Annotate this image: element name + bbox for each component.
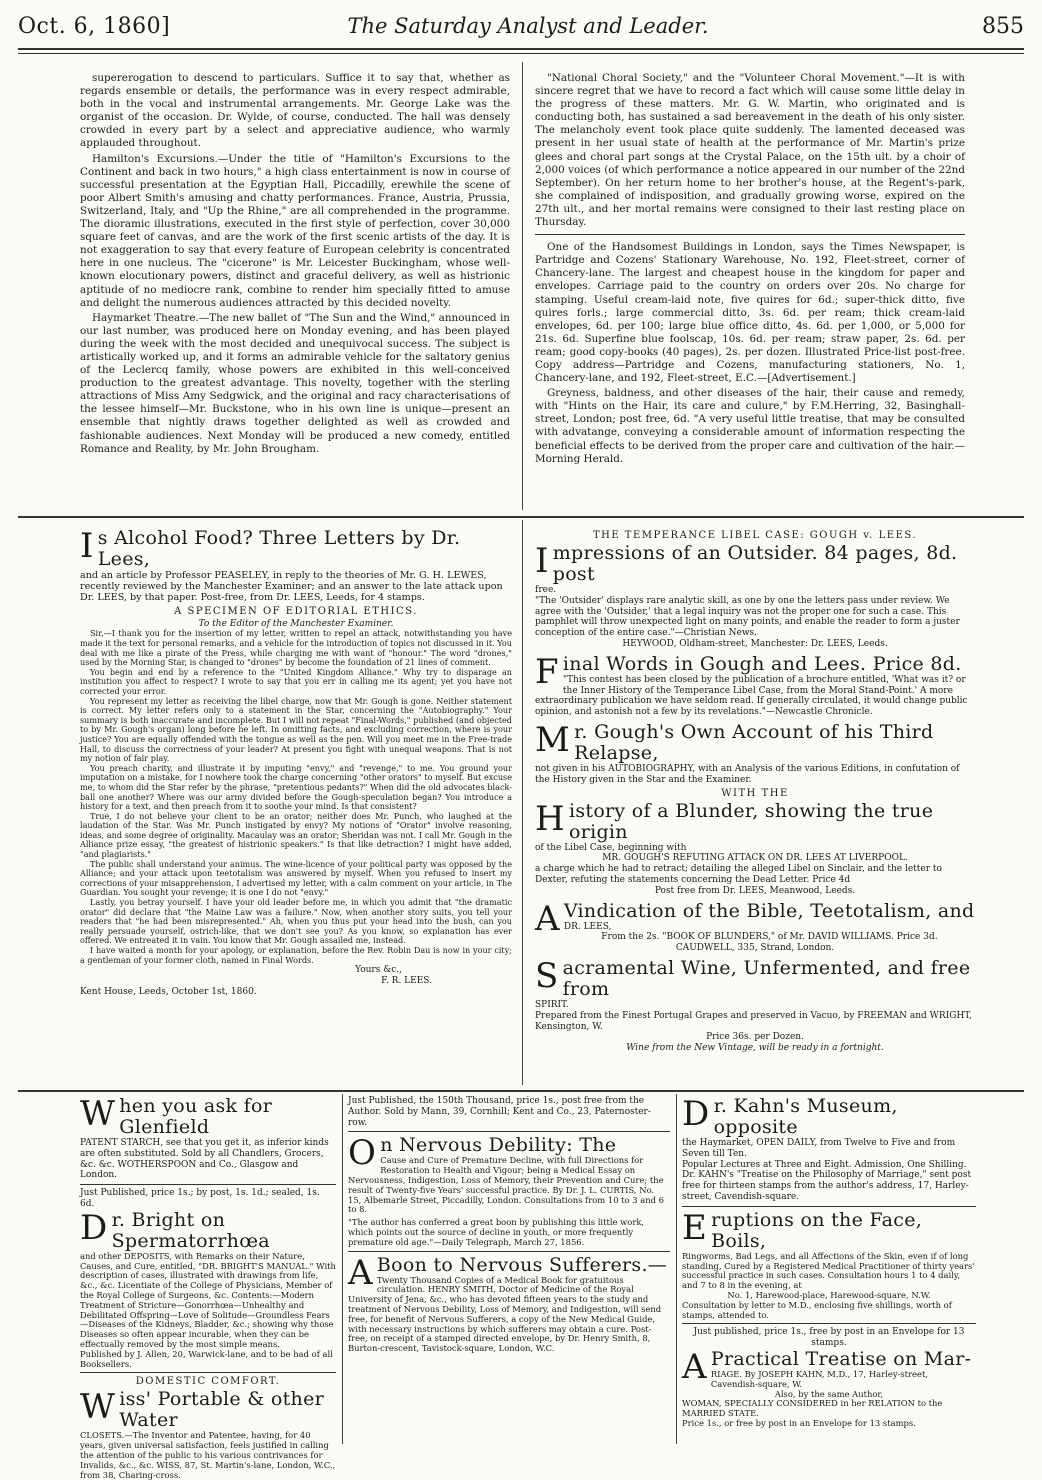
ad-publisher: Published by J. Allen, 20, Warwick-lane, and to be had of all Booksellers. [80, 1348, 333, 1369]
ad-title-text: Vindication of the Bible, Teetotalism, and [563, 899, 975, 922]
ad-text: From the 2s. "BOOK OF BLUNDERS," of Mr. DAVID WILLIAMS. Price 3d. [601, 932, 938, 943]
ad-quote: "The 'Outsider' displays rare analytic skill, as one by one the letters pass under review. We agree with the 'Outsider,' that a legal inquiry was not the proper one for such a case. This pamphlet will throw unexpected light on many points, and enable the reader to form a juster conception of the entire case."—Christian News. [535, 595, 960, 639]
practical-treatise-ad [682, 1327, 976, 1428]
libel-case-heading: THE TEMPERANCE LIBEL CASE: GOUGH v. LEES. [592, 530, 918, 541]
ad-title [348, 1252, 670, 1293]
header-rule [18, 48, 1024, 50]
drop-cap: A [682, 1346, 707, 1387]
ad-line: free. [535, 585, 557, 595]
ad-text: WOMAN, SPECIALLY CONSIDERED in her RELATION to the MARRIED STATE. [682, 1398, 943, 1419]
ad-title [535, 543, 975, 585]
ad-title-text: inal Words in Gough and Lees. Price 8d. [562, 652, 962, 675]
letter-body [80, 629, 512, 965]
ad-title-text: n Nervous Debility: The [380, 1134, 617, 1157]
ad-title [80, 1389, 336, 1431]
page-number: 855 [982, 14, 1024, 39]
article-paragraph: Hamilton's Excursions.—Under the title of "Hamilton's Excursions to the Continent and back in two hours," a high class entertainment is now in course of successful presentation at the Egyptian Hall, Piccadilly, erewhile the scene of poor Albert Smith's amusing and chatty performances. France, Austria, Prussia, Switzerland, Italy, and "Up the Rhine," are all comprehended in the programme. The dioramic illustrations, executed in the first style of perfection, cover 30,000 square feet of canvas, and are the work of the first scenic artists of the day. It is not exaggeration to say that every feature of European celebrity is concentrated here in one nucleus. The "cicerone" is Mr. Leicester Buckingham, whose well-known elocutionary powers, distinct and graceful delivery, as well as histrionic aptitude of no mediocre rank, combine to render him specially fitted to amuse and delight the numerous audiences attracted by this decided novelty. [80, 152, 510, 309]
letter-paragraph: Lastly, you betray yourself. I have your old leader before me, in which you admit that "the dramatic orator" did declare that "the Maine Law was a failure." Now, when another story suits, you tell your readers that "he had been misrepresented." Ah, when you thus put your head into the bush, can you really persuade yourself, ostrich-like, that we don't see you? As you know, so explanation has ever offered. We entreated it in vain. You know that Mr. Gough assailed me, instead. [80, 897, 512, 946]
impressions-ad [535, 543, 975, 650]
article-paragraph: One of the Handsomest Buildings in London, says the Times Newspaper, is Partridge and Cozens' Stationary Warehouse, No. 192, Fleet-street, corner of Chancery-lane. The largest and cheapest house in the kingdom for paper and envelopes. Carriage paid to the country on orders over 20s. No charge for stamping. Useful cream-laid note, five quires for 6d.; super-thick ditto, five quires forls.; large commercial ditto, 3s. 6d. per ream; thick cream-laid envelopes, 6d. per 100; large blue office ditto, 4s. 6d. per 1,000, or 5,000 for 21s. 6d. Superfine blue foolscap, 10s. 6d. per ream; straw paper, 2s. 6d. per ream; good copy-books (40 pages), 2s. per dozen. Illustrated Price-list post-free. Copy address—Partridge and Cozens, manufacturing stationers, No. 1, Chancery-lane, and 192, Fleet-street, E.C.—[Advertisement.] [535, 241, 965, 385]
ad-separator [682, 1323, 976, 1324]
ad-separator [348, 1131, 670, 1132]
ad-note: Wine from the New Vintage, will be ready in a fortnight. [626, 1043, 884, 1054]
letter-signature: F. R. LEES. [381, 975, 432, 986]
ad-address: CAUDWELL, 335, Strand, London. [675, 943, 835, 954]
ad-preamble: Just published, price 1s., free by post in an Envelope for 13 stamps. [693, 1327, 965, 1349]
drop-cap: F [535, 651, 559, 692]
boon-ad [348, 1252, 670, 1354]
wiss-closets-ad [80, 1376, 336, 1480]
letter-paragraph: You preach charity, and illustrate it by imputing "envy," and "revenge," to me. You ground your imputation on a mistake, for I nowhere took the charge concerning "other orators" to myself. But excuse me, to whom did the Star refer by the phrase, "pretentious pedants?" When did the old advocates black-ball one another? Where was our army divided before the Gough-speculation began? You introduce a history for a text, and then preach from it to soothe your mind. Is that consistent? [80, 762, 512, 812]
ad-title-text: iss' Portable & other Water [119, 1388, 325, 1432]
dr-bright-ad [80, 1188, 336, 1369]
ad-title [682, 1207, 976, 1252]
ad-title [348, 1133, 670, 1174]
ad-text: Prepared from the Finest Portugal Grapes and preserved in Vacuo, by FREEMAN and WRIGHT, Kensington, W. [535, 1010, 972, 1032]
letter-paragraph: True, I do not believe your client to be an orator; neither does Mr. Punch, who laughed at the laudation of the Star. Was Mr. Punch instigated by envy? My notions of "Orator" involve reasoning, ideas, and some degree of originality. Macaulay was an orator; Sheridan was not. I call Mr. Gough in the Alliance prize essay, "the greatest of histrionic speakers." Is that like detraction? I might have added, "and plagiarists." [80, 810, 512, 860]
letter-footer: Kent House, Leeds, October 1st, 1860. [80, 986, 257, 997]
ad-address: HEYWOOD, Oldham-street, Manchester: Dr. LEES, Leeds. [622, 638, 888, 649]
ad-title-text: r. Bright on Spermatorrhœa [111, 1208, 270, 1252]
letter-closing: Yours &c., [355, 965, 402, 976]
page-header [18, 14, 1024, 50]
ad-line: Also, by the same Author, [774, 1388, 884, 1399]
ad-quote: "The author has conferred a great boon by publishing this little work, which points out the source of decline in youth, or more frequently premature old age."—Daily Telegraph, March 27, 1856. [348, 1217, 645, 1247]
ad-text: and other DEPOSITS, with Remarks on their Nature, Causes, and Cure, entitled, "DR. BRIGHT'S MANUAL." With description of cases, illustrated with drawings from life, &c., &c. Licentiate of the College of Physicians, Member of the Royal College of Surgeons, &c. Contents:—Modern Treatment of Stricture—Gonorrhœa—Unhealthy and Debilitated Offspring—Love of Solitude—Groundless Fears—Diseases of the Kidneys, Bladder, &c.; showing why those Diseases so often appear incurable, when they can be effectually removed by the most simple means. [80, 1250, 336, 1349]
ad-text: Dr. KAHN's "Treatise on the Philosophy of Marriage," sent post free for thirteen stamps from the author's address, 17, Harley-street, Cavendish-square. [682, 1170, 972, 1202]
ad-text: Ringworms, Bad Legs, and all Affections of the Skin, even if of long standing, Cured by a Registered Medical Practitioner of thirty years' successful practice in such cases. Consultation hours 1 to 4 daily, and 7 to 8 in the evening, at [682, 1250, 975, 1291]
publication-title: The Saturday Analyst and Leader. [347, 14, 709, 38]
ad-title-text: Practical Treatise on Mar- [710, 1347, 972, 1370]
article-paragraph: Haymarket Theatre.—The new ballet of "The Sun and the Wind," announced in our last number, was produced here on Monday evening, and has been played during the week with the most decided and unequivocal success. The subject is artistically worked up, and it forms an admirable vehicle for the saltatory genius of the Leclercq family, whose powers are exhibited in this well-conceived production to the greatest advantage. This novelty, together with the sterling attractions of Miss Amy Sedgwick, and the original and racy characterisations of the lessee himself—Mr. Buckstone, who in his own line is unique—present an ensemble that nightly draws together delighted as well as crowded and fashionable audiences. Next Monday will be produced a new comedy, entitled Romance and Reality, by Mr. John Brougham. [80, 311, 510, 455]
temperance-libel-advertisements [535, 528, 975, 1088]
goughs-account-ad [535, 719, 975, 799]
column-divider [342, 1094, 343, 1444]
vindication-ad [535, 898, 975, 954]
bottom-section-rule [18, 1090, 1024, 1092]
ad-title-text: mpressions of an Outsider. 84 pages, 8d. post [552, 542, 958, 585]
glenfield-starch-ad [80, 1096, 336, 1181]
drop-cap: H [535, 798, 565, 839]
ad-title-text: r. Kahn's Museum, opposite [713, 1095, 898, 1138]
ad-title-text: hen you ask for Glenfield [119, 1095, 273, 1138]
ad-line: DR. LEES, [563, 921, 612, 932]
ad-text: Consultation by letter to M.D., enclosing five shillings, worth of stamps, attended to. [682, 1299, 952, 1320]
ad-title [535, 719, 975, 764]
ad-title-text: ruptions on the Face, Boils, [711, 1208, 923, 1252]
section-rule [535, 234, 965, 235]
ad-connector: WITH THE [721, 787, 789, 799]
ad-text: a charge which he had to retract; detailing the alleged Libel on Sinclair, and the letter to Dexter, refuting the statements concerning the Dead Letter. Price 4d [535, 864, 942, 885]
ad-text: CLOSETS.—The Inventor and Patentee, having, for 40 years, given universal satisfaction, feels justified in calling the attention of the public to his various contrivances for Invalids, &c., &c. WISS, 87, St. Martin's-lane, London, W.C., from 38, Charing-cross. [80, 1430, 336, 1480]
ad-title-text: r. Gough's Own Account of his Third Relapse, [574, 720, 934, 764]
ad-title [80, 1207, 336, 1252]
drop-cap: I [80, 526, 94, 566]
ad-preamble: Just Published, the 150th Thousand, price 1s., post free from the Author. Sold by Mann, 39, Cornhill; Kent and Co., 23, Paternoster-row. [348, 1096, 651, 1128]
drop-cap: D [682, 1094, 710, 1134]
drop-cap: O [348, 1133, 377, 1174]
top-left-column [80, 72, 510, 512]
ad-line: of the Libel Case, beginning with [535, 842, 687, 853]
letter-paragraph: You begin and end by a reference to the "United Kingdom Alliance." Why try to disparage an institution you affect to respect? I wrote to say that you err in calling me its agent; yet you have not corrected your error. [80, 666, 512, 696]
ad-subhead: A SPECIMEN OF EDITORIAL ETHICS. [174, 605, 418, 617]
ad-separator [80, 1184, 336, 1185]
ad-price: Price 36s. per Dozen. [706, 1032, 804, 1043]
article-paragraph: "National Choral Society," and the "Volunteer Choral Movement."—It is with sincere regret that we have to record a fact which will cause some little delay in the progress of these matters. Mr. G. W. Martin, who originated and is conducting both, has sustained a sad bereavement in the death of his only sister. The melancholy event took place quite suddenly. The lamented deceased was present in her usual state of health at the performance of Mr. Martin's prize glees and choral part songs at the Crystal Palace, on the 15th ult. by a choir of 2,000 voices (of which performance a notice appeared in our number of the 22nd September). On her return home to her brother's house, at the Regent's-park, she complained of indisposition, and gradually growing worse, expired on the 27th ult., and her mortal remains were consigned to their last resting place on Thursday. [535, 72, 965, 229]
column-divider [522, 62, 523, 510]
ad-separator [348, 1251, 670, 1252]
ad-address: Post free from Dr. LEES, Meanwood, Leeds. [654, 885, 856, 896]
ad-title [535, 798, 975, 843]
drop-cap: I [535, 541, 549, 581]
drop-cap: S [535, 955, 559, 996]
ad-title-text: acramental Wine, Unfermented, and free from [562, 956, 971, 1000]
ad-text: Cause and Cure of Premature Decline, with full Directions for Restoration to Health and Vigour; being a Medical Essay on Nervousness, Indigestion, Loss of Memory, their Prevention and Cure; the result of Twenty-five Years' successful practice. By Dr. J. L. CURTIS, No. 15, Albemarle Street, Piccadilly, London. Consultations from 10 to 3 and 6 to 8. [348, 1155, 664, 1215]
eruptions-ad [682, 1207, 976, 1321]
drop-cap: M [535, 719, 571, 760]
ad-text: Popular Lectures at Three and Eight. Admission, One Shilling. [682, 1159, 967, 1170]
ad-price: Price 1s., or free by post in an Envelope for 13 stamps. [682, 1417, 916, 1428]
advertisement-rule [18, 516, 1024, 518]
ad-text: RIAGE. By JOSEPH KAHN, M.D., 17, Harley-street, Cavendish-square, W. [710, 1368, 928, 1389]
letter-paragraph: I have waited a month for your apology, or explanation, before the Rev. Robin Dau is now in your city; a gentleman of your former cloth, named in Final Words. [80, 945, 512, 965]
issue-date: Oct. 6, 1860] [18, 14, 171, 39]
column-divider [676, 1094, 677, 1444]
ad-title [80, 528, 512, 570]
header-rule-thin [18, 53, 1024, 54]
ad-title [80, 1096, 336, 1138]
ad-title-text: istory of a Blunder, showing the true origin [568, 799, 934, 843]
letter-paragraph: You represent my letter as receiving the libel charge, now that Mr. Gough is gone. Neither statement is correct. My letter refers only to a statement in the Star, concerning the "Autobiography." Your summary is both inaccurate and incomplete. But I will not repeat "Final-Words," published (and objected to by Mr. Gough's organ) long before he left. In omitting facts, and excluding correction, where is your justice? You are equally offended with the tongue as well as the pen. Will you meet me in the Free-trade Hall, to discuss the correctness of your leader? At present you fight with unequal weapons. That is not my notion of fair play. [80, 695, 512, 764]
ad-text: not given in his AUTOBIOGRAPHY, with an Analysis of the various Editions, in confutation of the History given in the Star and the Examiner. [535, 763, 960, 785]
ad-heading: DOMESTIC COMFORT. [135, 1376, 281, 1388]
bottom-middle-ads [348, 1096, 670, 1446]
ad-line: the Haymarket, OPEN DAILY, from Twelve to Five and from Seven till Ten. [682, 1138, 956, 1159]
bottom-right-ads [682, 1096, 976, 1446]
ad-intro: and an article by Professor PEASELEY, in reply to the theories of Mr. G. H. LEWES, recently reviewed by the Manchester Examiner; and an answer to the late attack upon Dr. LEES, by that paper. Post-free, from Dr. LEES, Leeds, for 4 stamps. [80, 570, 503, 604]
ad-text: Twenty Thousand Copies of a Medical Book for gratuitous circulation. HENRY SMITH, Doctor of Medicine of the Royal University of Jena, &c., who has devoted fifteen years to the study and treatment of Nervous Debility, Loss of Memory, and Indigestion, will send free, for benefit of Nervous Sufferers, a copy of the New Medical Guide, with necessary instructions by which sufferers may obtain a cure. Post-free, on receipt of a stamped directed envelope, by Dr. Henry Smith, 8, Burton-crescent, Tavistock-square, London, W.C. [348, 1274, 662, 1354]
letter-paragraph: The public shall understand your animus. The wine-licence of your political party was opposed by the Alliance; and your attack upon teetotalism was answered by myself. When you refused to insert my corrections of your misapprehension, I advertised my letter, with a calm comment on your article, in The Guardian. You sought your revenge; it is one I do not "envy." [80, 858, 512, 898]
drop-cap: A [535, 898, 560, 939]
ad-separator [80, 1372, 336, 1373]
ad-quote: "This contest has been closed by the publication of a brochure entitled, 'What was it? or the Inner History of the Temperance Libel Case, from the Moral Stand-Point.' A more extraordinary publication we have seldom read. If generally circulated, it would change public opinion, and astonish not a few by its revelations."—Newcastle Chronicle. [535, 674, 968, 718]
top-right-column [535, 72, 965, 512]
drop-cap: D [80, 1207, 108, 1248]
ad-line: SPIRIT. [535, 999, 569, 1010]
ad-subhead: MR. GOUGH'S REFUTING ATTACK ON DR. LEES AT LIVERPOOL. [602, 853, 908, 864]
drop-cap: W [80, 1387, 116, 1428]
ad-address: No. 1, Harewood-place, Harewood-square, N.W. [727, 1289, 931, 1300]
ad-separator [682, 1206, 976, 1207]
article-paragraph: supererogation to descend to particulars. Suffice it to say that, whether as regards ensemble or details, the performance was in every respect admirable, both in the vocal and instrumental arrangements. Mr. George Lake was the organist of the occasion. Dr. Wylde, of course, conducted. The hall was densely crowded in every part by a select and appreciative audience, who warmly applauded throughout. [80, 72, 510, 150]
ad-text: PATENT STARCH, see that you get it, as inferior kinds are often substituted. Sold by all Chandlers, Grocers, &c. &c. WOTHERSPOON and Co., Glasgow and London. [80, 1138, 329, 1181]
final-words-ad [535, 651, 975, 718]
nervous-debility-ad [348, 1135, 670, 1247]
bottom-left-ads [80, 1094, 336, 1480]
blunder-ad [535, 798, 975, 897]
ad-title [535, 651, 975, 692]
ad-preamble: Just Published, price 1s.; by post, 1s. 1d.; sealed, 1s. 6d. [80, 1188, 320, 1209]
column-divider [522, 520, 523, 1085]
ad-addressee: To the Editor of the Manchester Examiner. [198, 618, 394, 629]
ad-title-text: Boon to Nervous Sufferers.— [376, 1253, 668, 1276]
sacramental-wine-ad [535, 955, 975, 1054]
kahns-museum-ad [682, 1096, 976, 1203]
drop-cap: E [682, 1207, 708, 1248]
letter-paragraph: Sir,—I thank you for the insertion of my letter, written to repel an attack, notwithstanding you have made it the text for personal remarks, and a vehicle for the introduction of topics not discussed in it. You deal with me like a pirate of the Press, while charging me with want of "honour." The word "drones," used by the Morning Star, is changed to "drones" by become the foundation of 21 lines of comment. [80, 628, 512, 668]
ad-title [682, 1096, 976, 1138]
ad-title [535, 955, 975, 1000]
alcohol-food-advertisement [80, 528, 512, 1088]
drop-cap: A [348, 1252, 373, 1293]
drop-cap: W [80, 1094, 116, 1134]
article-paragraph: Greyness, baldness, and other diseases of the hair, their cause and remedy, with "Hints on the Hair, its care and culure," by F.M.Herring, 32, Basinghall-street, London; post free, 6d. "A very useful little treatise, that may be consulted with advatange, conveying a considerable amount of information respecting the beneficial effects to be derived from the proper care and cultivation of the hair.—Morning Herald. [535, 387, 965, 465]
ad-title-text: s Alcohol Food? Three Letters by Dr. Lees, [97, 527, 461, 570]
